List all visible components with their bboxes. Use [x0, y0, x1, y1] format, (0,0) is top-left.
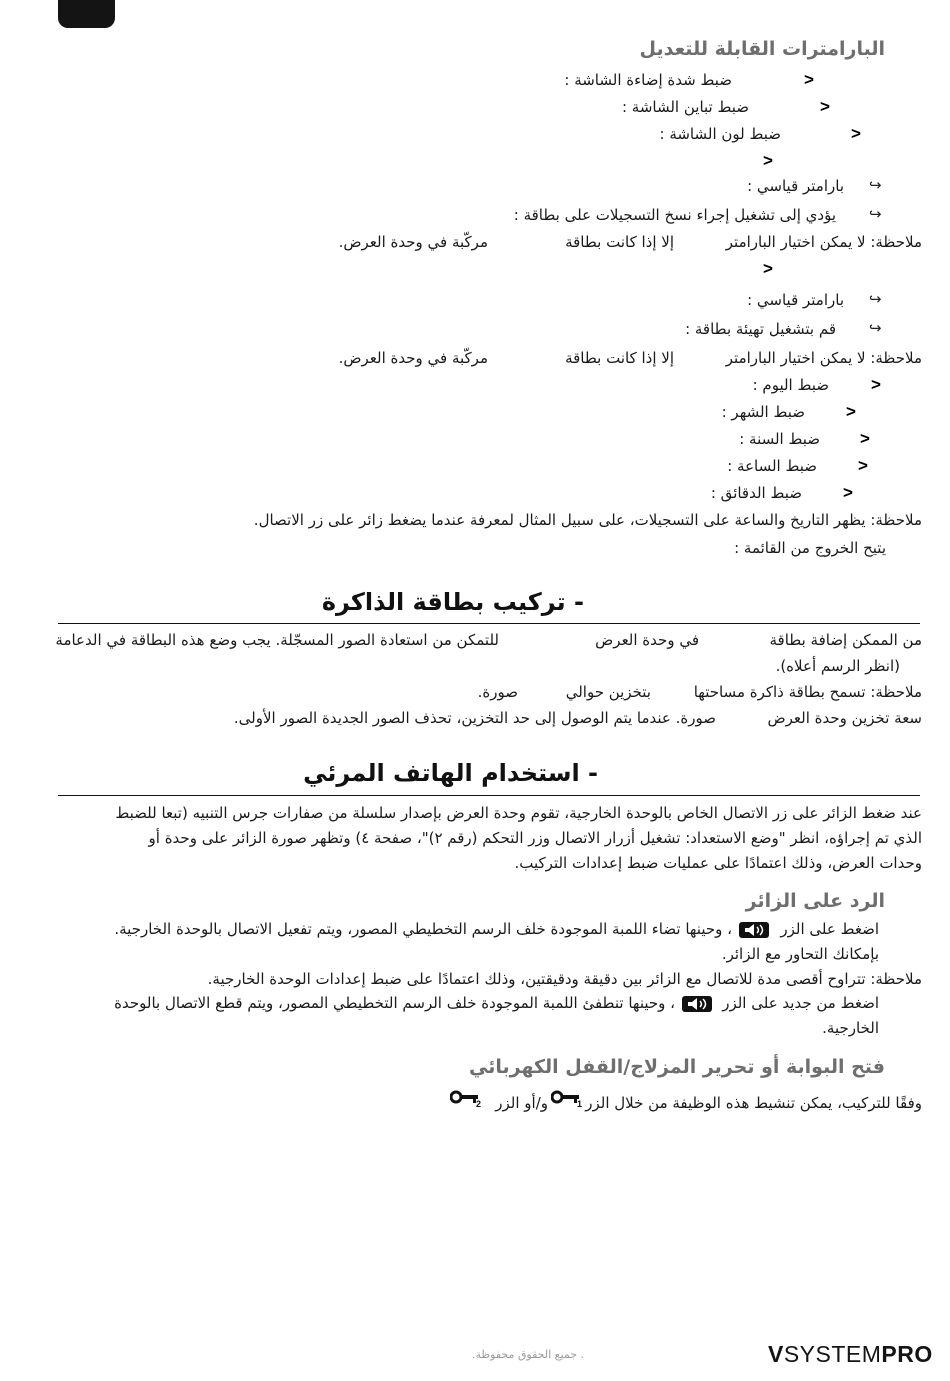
- section-title-memory-card: - تركيب بطاقة الذاكرة: [321, 588, 584, 616]
- param-contrast: ضبط تباين الشاشة :: [621, 98, 749, 116]
- card-text-3c: صورة.: [477, 683, 518, 701]
- door-text-a: وفقًا للتركيب، يمكن تنشيط هذه الوظيفة من خلال الزر: [585, 1094, 922, 1112]
- section-divider: [58, 623, 920, 624]
- note-card-required-b: إلا إذا كانت بطاقة: [565, 233, 674, 251]
- param-format-action: قم بتشغيل تهيئة بطاقة :: [685, 320, 836, 338]
- key-1-icon: [551, 1090, 583, 1112]
- gt-icon: >: [763, 259, 773, 278]
- note-card-required-b: إلا إذا كانت بطاقة: [565, 349, 674, 367]
- answer-text-3a: اضغط من جديد على الزر: [722, 994, 879, 1012]
- gt-icon: >: [820, 97, 830, 116]
- param-day: ضبط اليوم :: [752, 376, 829, 394]
- params-heading: البارامترات القابلة للتعديل: [639, 38, 885, 60]
- logo-v: V: [768, 1341, 784, 1367]
- svg-text:1: 1: [577, 1099, 583, 1108]
- gt-icon: >: [804, 70, 814, 89]
- speaker-icon: [682, 996, 712, 1016]
- note-card-required-a: ملاحظة: لا يمكن اختيار البارامتر: [725, 233, 922, 251]
- gt-icon: >: [860, 429, 870, 448]
- logo-system: SYSTEM: [783, 1341, 882, 1367]
- answer-text-2: بإمكانك التحاور مع الزائر.: [721, 945, 879, 963]
- gt-icon: >: [871, 375, 881, 394]
- gt-icon: >: [858, 456, 868, 475]
- param-hour: ضبط الساعة :: [727, 457, 817, 475]
- phone-text-1: عند ضغط الزائر على زر الاتصال الخاص بالوحدة الخارجية، تقوم وحدة العرض بإصدار سلسلة من صفارات جرس التنبيه (تبعا للضبط: [115, 804, 922, 822]
- param-brightness: ضبط شدة إضاءة الشاشة :: [564, 71, 732, 89]
- card-text-2: (انظر الرسم أعلاه).: [775, 657, 900, 675]
- phone-text-2: الذي تم إجراؤه، انظر "وضع الاستعداد: تشغيل أزرار الاتصال وزر التحكم (رقم ٢)"، صفحة ٤) وتظهر صورة الزائر على وحدة أو: [148, 829, 922, 847]
- card-text-1a: من الممكن إضافة بطاقة: [769, 631, 922, 649]
- answer-text-3b: ، وحينها تنطفئ اللمبة الموجودة خلف الرسم التخطيطي المصور، ويتم قطع الاتصال بالوحدة: [114, 994, 675, 1012]
- card-text-1b: في وحدة العرض: [595, 631, 699, 649]
- note-datetime: ملاحظة: يظهر التاريخ والساعة على التسجيلات، على سبيل المثال لمعرفة عندما يضغط زائر على زر الاتصال.: [253, 511, 922, 529]
- arrow-icon: ↪: [869, 176, 882, 194]
- answer-text-1a: اضغط على الزر: [780, 920, 879, 938]
- door-heading: فتح البوابة أو تحرير المزلاج/القفل الكهربائي: [469, 1056, 885, 1078]
- section-divider: [58, 795, 920, 796]
- speaker-icon: [739, 922, 769, 942]
- gt-icon: >: [763, 151, 773, 170]
- card-text-4a: سعة تخزين وحدة العرض: [767, 709, 922, 727]
- param-color: ضبط لون الشاشة :: [659, 125, 781, 143]
- key-2-icon: [450, 1090, 482, 1112]
- logo-pro: PRO: [881, 1341, 933, 1367]
- card-text-3b: بتخزين حوالي: [565, 683, 651, 701]
- door-text-b: و/أو الزر: [495, 1094, 548, 1112]
- param-standard-1: بارامتر قياسي :: [747, 177, 844, 195]
- phone-text-3: وحدات العرض، وذلك اعتمادًا على عمليات ضبط إعدادات التركيب.: [514, 854, 922, 872]
- gt-icon: >: [846, 402, 856, 421]
- answer-text-1b: ، وحينها تضاء اللمبة الموجودة خلف الرسم التخطيطي المصور، ويتم تفعيل الاتصال بالوحدة الخارجية.: [114, 920, 732, 938]
- answer-note: ملاحظة: تتراوح أقصى مدة للاتصال مع الزائر بين دقيقة ودقيقتين، وذلك اعتمادًا على ضبط إعدادات الوحدة الخارجية.: [207, 970, 922, 988]
- card-text-1c: للتمكن من استعادة الصور المسجّلة. يجب وضع هذه البطاقة في الدعامة: [55, 631, 499, 649]
- section-title-video-phone: - استخدام الهاتف المرئي: [303, 759, 598, 787]
- gt-icon: >: [843, 483, 853, 502]
- answer-text-4: الخارجية.: [822, 1019, 879, 1037]
- answer-heading: الرد على الزائر: [745, 890, 885, 912]
- param-year: ضبط السنة :: [739, 430, 820, 448]
- note-card-required-c: مركّبة في وحدة العرض.: [338, 233, 488, 251]
- card-text-4b: صورة. عندما يتم الوصول إلى حد التخزين، تحذف الصور الجديدة الصور الأولى.: [233, 709, 716, 727]
- page-tab-marker: [58, 0, 115, 28]
- param-standard-2: بارامتر قياسي :: [747, 291, 844, 309]
- note-card-required-a: ملاحظة: لا يمكن اختيار البارامتر: [725, 349, 922, 367]
- arrow-icon: ↪: [869, 205, 882, 223]
- brand-logo: [768, 1341, 933, 1368]
- card-text-3a: ملاحظة: تسمح بطاقة ذاكرة مساحتها: [693, 683, 922, 701]
- gt-icon: >: [851, 124, 861, 143]
- param-copy-action: يؤدي إلى تشغيل إجراء نسخ التسجيلات على بطاقة :: [513, 206, 836, 224]
- param-exit: يتيح الخروج من القائمة :: [734, 539, 886, 557]
- svg-text:2: 2: [476, 1099, 482, 1108]
- copyright-note: . جميع الحقوق محفوظة.: [472, 1348, 584, 1361]
- param-month: ضبط الشهر :: [721, 403, 805, 421]
- arrow-icon: ↪: [869, 290, 882, 308]
- param-minutes: ضبط الدقائق :: [710, 484, 802, 502]
- note-card-required-c: مركّبة في وحدة العرض.: [338, 349, 488, 367]
- arrow-icon: ↪: [869, 319, 882, 337]
